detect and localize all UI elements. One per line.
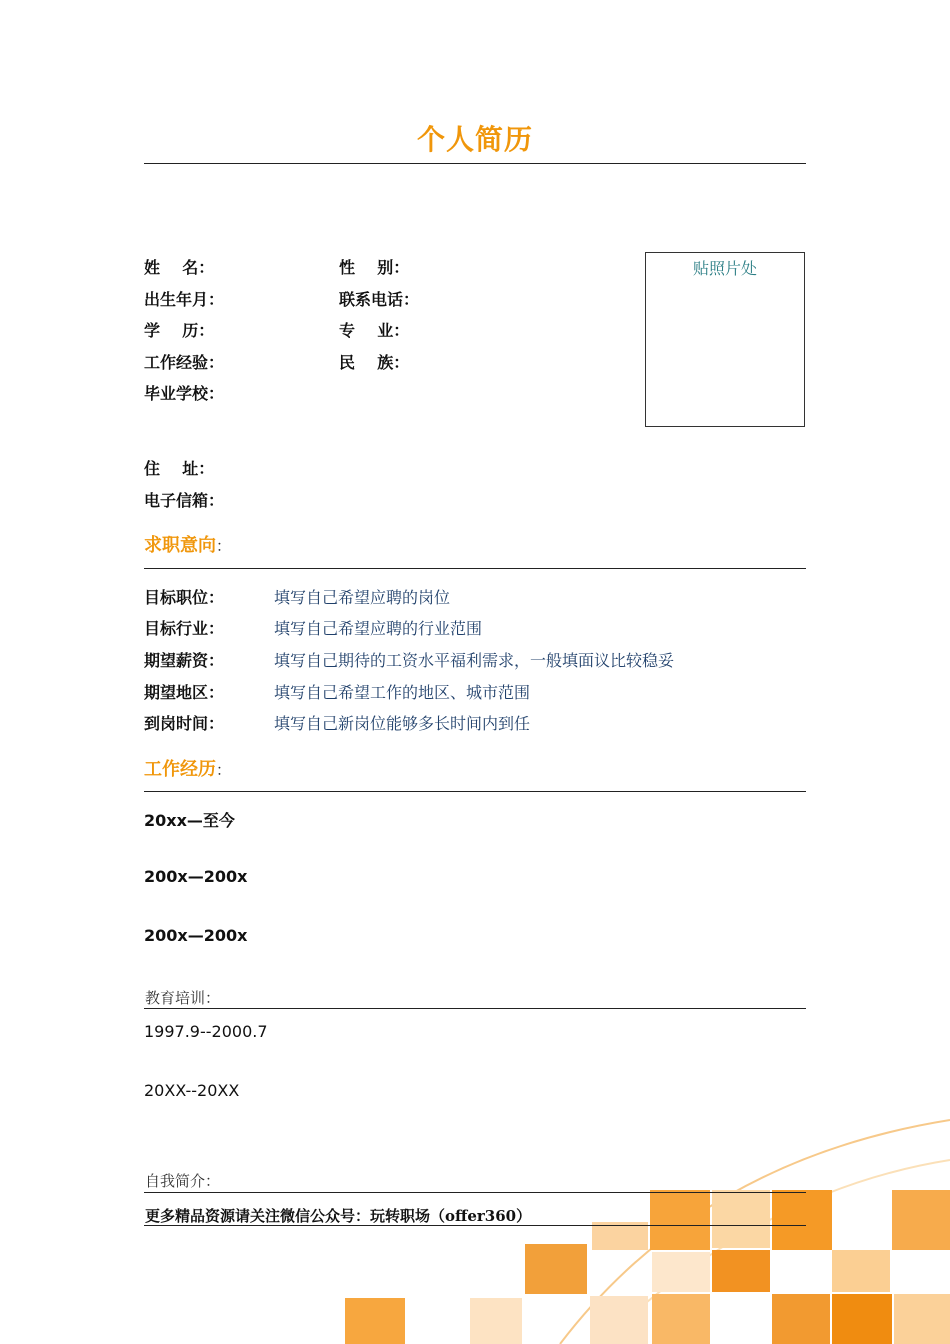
email-label: 电子信箱：: [144, 491, 225, 510]
target-industry-value: 填写自己希望应聘的行业范围: [274, 619, 483, 638]
job-intention-divider: [144, 568, 806, 569]
start-time-value: 填写自己新岗位能够多长时间内到任: [274, 714, 531, 733]
ethnicity-label: 民 族：: [339, 353, 410, 372]
experience-label: 工作经验：: [144, 353, 225, 372]
title-divider: [144, 163, 806, 164]
expected-salary-label: 期望薪资：: [144, 651, 225, 670]
education-training-heading: 教育培训：: [145, 989, 221, 1007]
deco-square: [892, 1190, 950, 1250]
education-training-divider: [144, 1008, 806, 1009]
expected-region-label: 期望地区：: [144, 683, 225, 702]
target-position-value: 填写自己希望应聘的岗位: [274, 588, 451, 607]
photo-placeholder-text: 贴照片处: [692, 259, 757, 278]
deco-square: [832, 1294, 892, 1344]
page-title: 个人简历: [416, 123, 533, 156]
start-time-label: 到岗时间：: [144, 714, 225, 733]
deco-square: [592, 1222, 648, 1250]
deco-square: [772, 1190, 832, 1250]
phone-label: 联系电话：: [339, 290, 420, 309]
deco-square: [712, 1190, 770, 1248]
major-label: 专 业：: [339, 321, 410, 340]
photo-placeholder-box[interactable]: [645, 252, 805, 427]
deco-square: [832, 1250, 890, 1292]
work-history-title: 工作经历: [144, 759, 216, 780]
target-industry-label: 目标行业：: [144, 619, 225, 638]
gender-label: 性 别：: [339, 258, 410, 277]
education-period: 20XX--20XX: [144, 1081, 240, 1100]
job-intention-colon: ：: [216, 537, 232, 555]
deco-square: [652, 1252, 710, 1292]
deco-square: [652, 1294, 710, 1344]
deco-square: [525, 1244, 587, 1294]
work-history-colon: ：: [216, 761, 232, 779]
target-position-label: 目标职位：: [144, 588, 225, 607]
job-intention-heading: [144, 531, 231, 557]
education-label: 学 历：: [144, 321, 215, 340]
self-intro-divider: [144, 1192, 806, 1193]
education-period: 1997.9--2000.7: [144, 1022, 268, 1041]
address-label: 住 址：: [144, 459, 215, 478]
expected-region-value: 填写自己希望工作的地区、城市范围: [274, 683, 531, 702]
work-period: 200x—200x: [144, 867, 248, 886]
deco-square: [894, 1294, 950, 1344]
deco-square: [650, 1190, 710, 1250]
footer-note: 更多精品资源请关注微信公众号：玩转职场（offer360）: [145, 1207, 532, 1225]
deco-square: [590, 1296, 648, 1344]
deco-square: [470, 1298, 522, 1344]
deco-square: [772, 1294, 830, 1344]
birth-label: 出生年月：: [144, 290, 225, 309]
footer-divider: [144, 1225, 806, 1226]
school-label: 毕业学校：: [144, 384, 225, 403]
work-period: 20xx—至今: [144, 811, 235, 830]
deco-square: [712, 1250, 770, 1292]
expected-salary-value: 填写自己期待的工资水平福利需求，一般填面议比较稳妥: [274, 651, 675, 670]
work-history-divider: [144, 791, 806, 792]
job-intention-title: 求职意向: [144, 535, 216, 556]
work-period: 200x—200x: [144, 926, 248, 945]
name-label: 姓 名：: [144, 258, 215, 277]
work-history-heading: [144, 755, 231, 781]
self-intro-heading: 自我简介：: [145, 1172, 221, 1190]
deco-square: [345, 1298, 405, 1344]
